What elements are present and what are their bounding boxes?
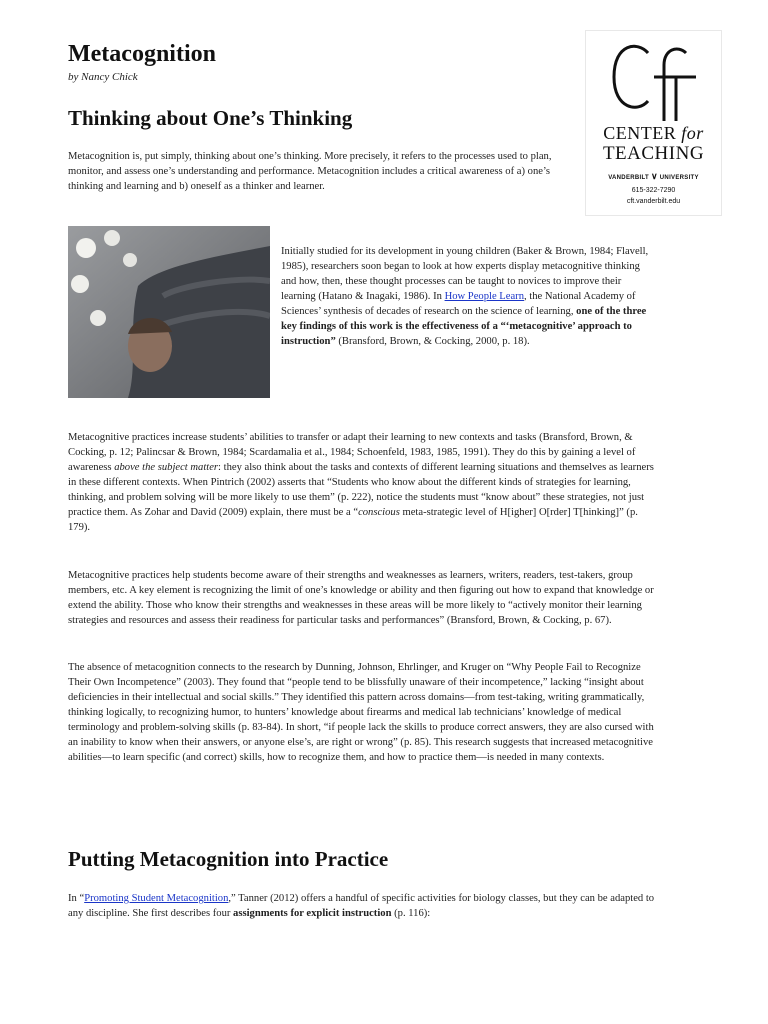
- side-paragraph: [281, 244, 657, 349]
- logo-university: VANDERBILT: [608, 175, 649, 181]
- practice-text-2: ,” Tanner (2012) offers a handful of specific activities for biology classes, but they can be adapted to any discipline. She first describes four: [68, 893, 655, 919]
- practice-bold: assignments for explicit instruction: [233, 908, 392, 919]
- side-para-text-3: (Bransford, Brown, & Cocking, 2000, p. 18).: [335, 336, 530, 347]
- logo-line-teaching: TEACHING: [602, 143, 705, 164]
- side-para-bold: one of the three key findings of this work is the effectiveness of a “‘metacognitive’ approach to instruction”: [281, 306, 647, 347]
- side-para-text-2: , the National Academy of Sciences’ synthesis of decades of research on the science of learning,: [281, 291, 636, 317]
- para2-italic-2: conscious: [358, 507, 400, 518]
- logo-line-center: CENTER: [603, 123, 677, 143]
- para2-italic: above the subject matter: [114, 462, 219, 473]
- page-title: Metacognition: [68, 41, 216, 67]
- student-photo: [68, 226, 270, 398]
- center-for-teaching-logo[interactable]: [585, 30, 722, 216]
- cft-monogram-icon: [586, 31, 723, 131]
- transfer-paragraph: [68, 430, 658, 535]
- author-byline: by Nancy Chick: [68, 71, 138, 83]
- promoting-student-metacognition-link[interactable]: Promoting Student Metacognition: [84, 893, 229, 904]
- how-people-learn-link[interactable]: How People Learn: [444, 291, 524, 302]
- para2-text-3: meta-strategic level of H[igher] O[rder] T[hinking]” (p. 179).: [68, 507, 638, 533]
- practice-paragraph: [68, 891, 658, 921]
- practice-text-1: In “: [68, 893, 85, 904]
- para2-text-2: : they also think about the tasks and contexts of different learning situations and themselves as learners in these different contexts. When Pintrich (2002) asserts that “Students who know about the different kinds of strategies for learning, thinking, and problem solving will be more likely to use them” (p. 222), notice the students must “know about” these strategies, not just practice them. As Zohar and David (2009) explain, there must be a “: [68, 462, 654, 518]
- logo-url: cft.vanderbilt.edu: [626, 198, 681, 205]
- section-heading-practice: Putting Metacognition into Practice: [68, 847, 389, 871]
- strengths-paragraph: Metacognitive practices help students become aware of their strengths and weaknesses as learners, writers, readers, test-takers, group members, etc. A key element is recognizing the limit of one’s knowledge or ability and then figuring out how to expand that knowledge or extend the ability. Those who know their strengths and weaknesses in these areas will be more likely to “actively monitor their learning strategies and resources and assess their readiness for particular tasks and performances” (Bransford, Brown, & Cocking, p. 67).: [68, 570, 654, 626]
- para2-text-1: Metacognitive practices increase students’ abilities to transfer or adapt their learning to new contexts and tasks (Bransford, Brown, & Cocking, p. 12; Palincsar & Brown, 1984; Scardamalia et al., 1984; Schoenfeld, 1983, 1985, 1991). They do this by gaining a level of awareness: [68, 432, 636, 473]
- vanderbilt-v-icon: ∨: [650, 171, 658, 181]
- logo-university-suffix: UNIVERSITY: [659, 175, 699, 181]
- incompetence-paragraph: The absence of metacognition connects to the research by Dunning, Johnson, Ehrlinger, and Kruger on “Why People Fail to Recognize Their Own Incompetence” (2003). They found that “people tend to be blissfully unaware of their incompetence,” lacking “insight about deficiencies in their intellectual and social skills.” They identified this pattern across domains—from test-taking, writing grammatically, thinking logically, to recognizing humor, to hunters’ knowledge about firearms and medical lab technicians’ knowledge of medical terminology and problem-solving skills (p. 83-84). In short, “if people lack the skills to produce correct answers, they are also cursed with an inability to know when their answers, or anyone else’s, are right or wrong” (p. 85). This research suggests that increased metacognitive abilities—to learn specific (and correct) skills, how to recognize them, and how to practice them—is needed in many contexts.: [68, 662, 654, 763]
- logo-phone: 615-322-7290: [631, 187, 676, 194]
- side-para-text-1: Initially studied for its development in young children (Baker & Brown, 1984; Flavell, 1985), researchers soon began to look at how experts display metacognitive thinking and how, then, these thought processes can be taught to novices to improve their learning (Hatano & Inagaki, 1986). In: [281, 246, 649, 302]
- intro-paragraph: Metacognition is, put simply, thinking about one’s thinking. More precisely, it refers to the processes used to plan, monitor, and assess one’s understanding and performance. Metacognition includes a critical awareness of a) one’s thinking and learning and b) oneself as a thinker and learner.: [68, 151, 552, 192]
- logo-line-for: for: [681, 123, 704, 143]
- section-heading-thinking: Thinking about One’s Thinking: [68, 106, 353, 130]
- practice-text-3: (p. 116):: [391, 908, 431, 919]
